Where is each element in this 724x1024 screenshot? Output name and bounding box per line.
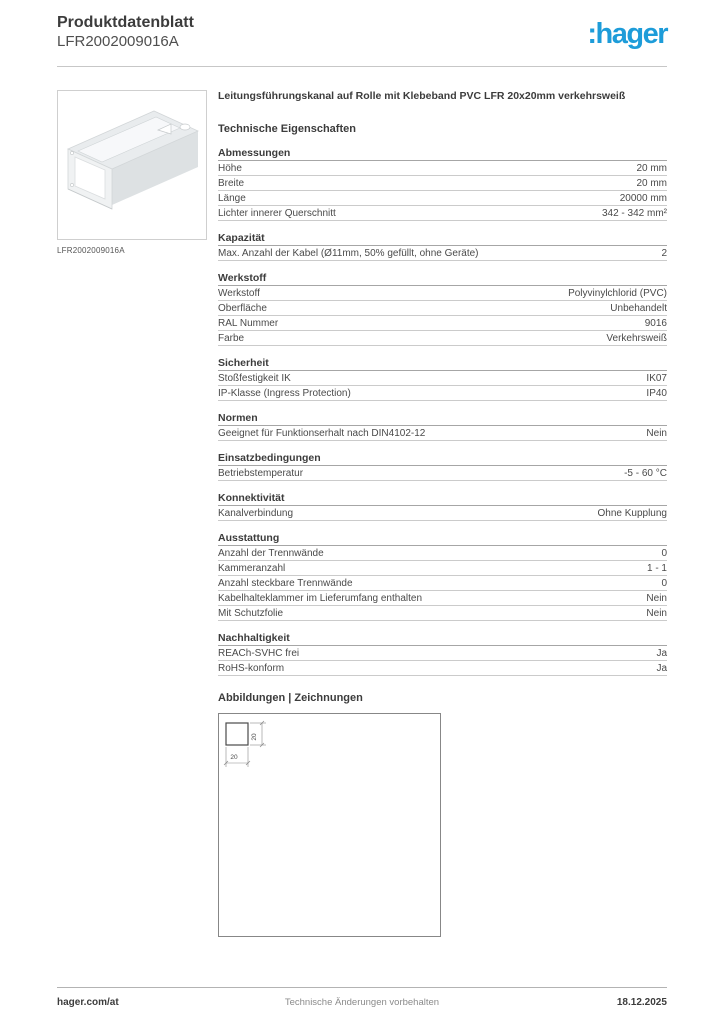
spec-section: [218, 631, 667, 676]
spec-value: Polyvinylchlorid (PVC): [568, 287, 667, 299]
spec-value: Nein: [646, 607, 667, 619]
spec-label: Anzahl steckbare Trennwände: [218, 577, 353, 589]
spec-value: -5 - 60 °C: [624, 467, 667, 479]
spec-label: Breite: [218, 177, 245, 189]
spec-row: [218, 246, 667, 261]
product-reference: LFR2002009016A: [57, 33, 179, 50]
spec-label: Farbe: [218, 332, 245, 344]
spec-section: [218, 531, 667, 621]
spec-label: Betriebstemperatur: [218, 467, 304, 479]
header: [57, 13, 667, 51]
spec-value: 2: [661, 247, 667, 259]
spec-section-rows: [218, 286, 667, 346]
spec-value: 20 mm: [636, 162, 667, 174]
spec-row: [218, 426, 667, 441]
spec-row: [218, 606, 667, 621]
spec-label: Kabelhalteklammer im Lieferumfang enthalten: [218, 592, 422, 604]
footer-date: 18.12.2025: [616, 997, 667, 1008]
drawings-title: Abbildungen | Zeichnungen: [218, 692, 363, 704]
spec-value: Verkehrsweiß: [606, 332, 667, 344]
spec-label: RoHS-konform: [218, 662, 285, 674]
footer-divider: [57, 987, 667, 988]
spec-section-rows: [218, 426, 667, 441]
spec-value: Ja: [656, 647, 667, 659]
spec-row: [218, 206, 667, 221]
spec-section-title: Einsatzbedingungen: [218, 451, 667, 466]
spec-value: Unbehandelt: [610, 302, 667, 314]
spec-value: 1 - 1: [646, 562, 667, 574]
spec-row: [218, 646, 667, 661]
drawing-box: [218, 713, 441, 937]
product-image-column: [57, 90, 207, 255]
spec-section: [218, 451, 667, 481]
spec-row: [218, 286, 667, 301]
spec-row: [218, 176, 667, 191]
product-image-box: [57, 90, 207, 240]
spec-section-rows: [218, 246, 667, 261]
spec-row: [218, 371, 667, 386]
spec-sections: [218, 146, 667, 676]
spec-label: Kanalverbindung: [218, 507, 294, 519]
spec-section-rows: [218, 161, 667, 221]
spec-value: 20000 mm: [619, 192, 667, 204]
technical-properties-title: Technische Eigenschaften: [218, 123, 356, 135]
spec-section-title: Sicherheit: [218, 356, 667, 371]
width-dimension-label: 20: [230, 754, 238, 761]
spec-label: Länge: [218, 192, 246, 204]
header-divider: [57, 66, 667, 67]
spec-row: [218, 576, 667, 591]
spec-label: Mit Schutzfolie: [218, 607, 284, 619]
footer-notice: Technische Änderungen vorbehalten: [284, 997, 440, 1008]
spec-label: Max. Anzahl der Kabel (Ø11mm, 50% gefüllt, ohne Geräte): [218, 247, 479, 259]
product-image-caption: LFR2002009016A: [57, 246, 125, 255]
cable-duct-photo: [58, 91, 206, 239]
spec-row: [218, 661, 667, 676]
doc-type-title: Produktdatenblatt: [57, 14, 194, 31]
spec-value: 342 - 342 mm²: [601, 207, 667, 219]
footer-website-link[interactable]: hager.com/at: [57, 997, 119, 1008]
spec-row: [218, 191, 667, 206]
content-column: [218, 90, 667, 937]
spec-row: [218, 591, 667, 606]
spec-row: [218, 316, 667, 331]
spec-label: REACh-SVHC frei: [218, 647, 300, 659]
spec-section-title: Kapazität: [218, 231, 667, 246]
spec-section: [218, 491, 667, 521]
spec-section-rows: [218, 506, 667, 521]
spec-row: [218, 301, 667, 316]
spec-section: [218, 356, 667, 401]
spec-label: Anzahl der Trennwände: [218, 547, 324, 559]
spec-value: 0: [661, 577, 667, 589]
spec-section: [218, 146, 667, 221]
spec-section-rows: [218, 546, 667, 621]
spec-section: [218, 271, 667, 346]
spec-row: [218, 546, 667, 561]
spec-label: IP-Klasse (Ingress Protection): [218, 387, 351, 399]
spec-label: Werkstoff: [218, 287, 260, 299]
spec-value: 9016: [644, 317, 667, 329]
spec-value: Ja: [656, 662, 667, 674]
header-titles: [57, 13, 194, 51]
spec-label: Stoßfestigkeit IK: [218, 372, 291, 384]
spec-section: [218, 411, 667, 441]
spec-section-rows: [218, 371, 667, 401]
spec-label: Lichter innerer Querschnitt: [218, 207, 336, 219]
spec-section-title: Werkstoff: [218, 271, 667, 286]
spec-value: 0: [661, 547, 667, 559]
spec-section-title: Ausstattung: [218, 531, 667, 546]
product-title: Leitungsführungskanal auf Rolle mit Klebeband PVC LFR 20x20mm verkehrsweiß: [218, 90, 626, 102]
spec-value: 20 mm: [636, 177, 667, 189]
spec-value: IP40: [646, 387, 667, 399]
cross-section-drawing: [219, 714, 438, 934]
spec-row: [218, 386, 667, 401]
spec-row: [218, 561, 667, 576]
spec-section-title: Nachhaltigkeit: [218, 631, 667, 646]
spec-row: [218, 506, 667, 521]
spec-section-title: Abmessungen: [218, 146, 667, 161]
spec-section-rows: [218, 466, 667, 481]
spec-row: [218, 466, 667, 481]
spec-section-title: Konnektivität: [218, 491, 667, 506]
spec-section-rows: [218, 646, 667, 676]
footer: [57, 997, 667, 1008]
spec-section-title: Normen: [218, 411, 667, 426]
spec-row: [218, 331, 667, 346]
spec-label: RAL Nummer: [218, 317, 279, 329]
spec-label: Geeignet für Funktionserhalt nach DIN4102-12: [218, 427, 426, 439]
spec-value: Ohne Kupplung: [597, 507, 667, 519]
spec-value: IK07: [646, 372, 667, 384]
height-dimension-label: 20: [251, 733, 258, 741]
hager-logo: :hager: [587, 18, 667, 50]
spec-value: Nein: [646, 592, 667, 604]
spec-label: Kammeranzahl: [218, 562, 286, 574]
spec-row: [218, 161, 667, 176]
spec-label: Höhe: [218, 162, 242, 174]
spec-section: [218, 231, 667, 261]
spec-value: Nein: [646, 427, 667, 439]
spec-label: Oberfläche: [218, 302, 267, 314]
